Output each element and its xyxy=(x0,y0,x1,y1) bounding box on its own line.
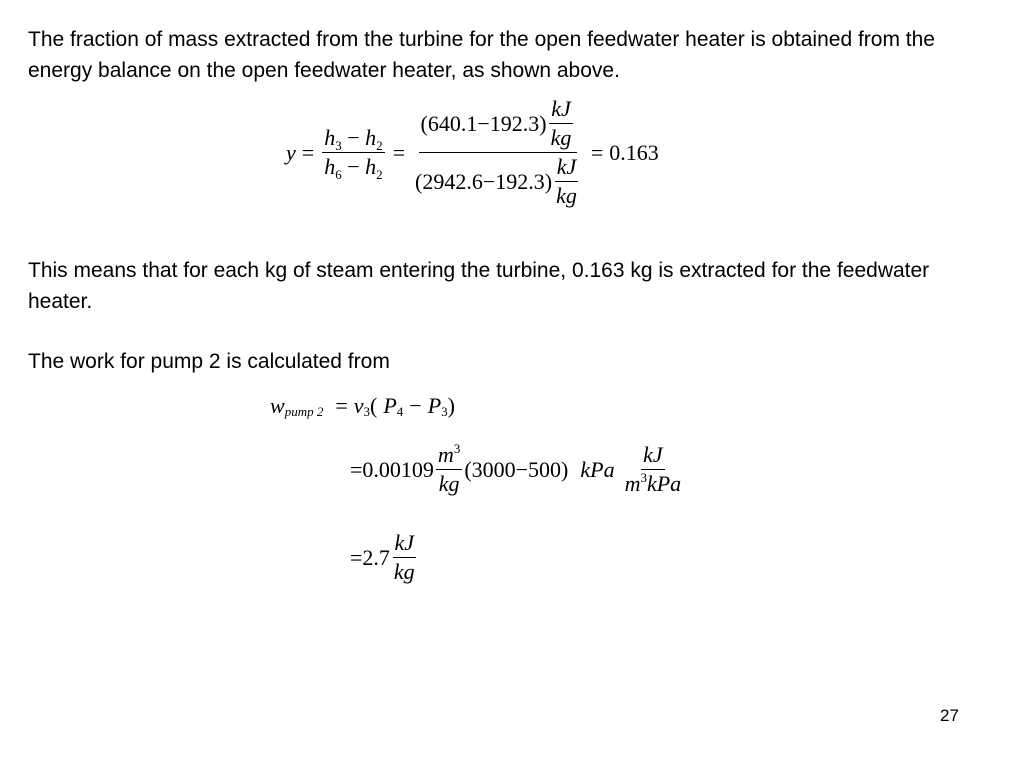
unit-conversion-factor: $\frac{kJ}{m^3kPa}$ xyxy=(624,442,682,496)
pump-work-result: = 2.7 $\frac{kJ}{kg}$ xyxy=(350,530,415,584)
pump-work-definition: w pump 2 = v 3 ( P 4 − P 3 ) xyxy=(270,393,455,419)
mass-fraction-result: 0.163 xyxy=(609,139,659,165)
enthalpy-ratio xyxy=(322,125,384,182)
pressure-difference: (3000−500) xyxy=(464,456,569,482)
mass-fraction-equation: y = $\frac{h_3 - h_2}{h_6 - h_2}$ = (640.1−192.3) $\frac{kJ}{kg}$ (2942.6−192.3) $\frac{kJ}{kg}$ = 0.163 xyxy=(286,96,659,208)
page-number: 27 xyxy=(940,706,959,725)
intro-paragraph: The fraction of mass extracted from the turbine for the open feedwater heater is obtained from the energy balance on the open feedwater heater, as shown above. xyxy=(28,28,935,82)
numerator-value: (640.1−192.3) xyxy=(420,110,547,136)
numeric-ratio xyxy=(413,98,583,207)
equals-sign: = xyxy=(301,139,315,165)
pump-work-intro: The work for pump 2 is calculated from xyxy=(28,350,390,373)
fraction-symbol: y xyxy=(286,139,296,165)
numeric-denominator: (2942.6−192.3) $\frac{kJ}{kg}$ xyxy=(415,154,577,208)
pump-work-value: 2.7 xyxy=(362,544,390,570)
numeric-numerator: (640.1−192.3) $\frac{kJ}{kg}$ xyxy=(419,98,578,153)
specific-volume-unit: $\frac{m^3}{kg}$ xyxy=(437,441,461,496)
pump-work-substitution: = 0.00109 $\frac{m^3}{kg}$ (3000−500) kPa $\frac{kJ}{m^3kPa}$ xyxy=(350,441,682,496)
denominator-value: (2942.6−192.3) xyxy=(415,168,553,194)
specific-volume-value: 0.00109 xyxy=(362,456,434,482)
explanation-paragraph: This means that for each kg of steam entering the turbine, 0.163 kg is extracted for the feedwater heater. xyxy=(28,259,930,313)
enthalpy-difference-numerator: $h_3 - h_2$ xyxy=(324,125,383,153)
enthalpy-difference-denominator: $h_6 - h_2$ xyxy=(324,154,383,182)
